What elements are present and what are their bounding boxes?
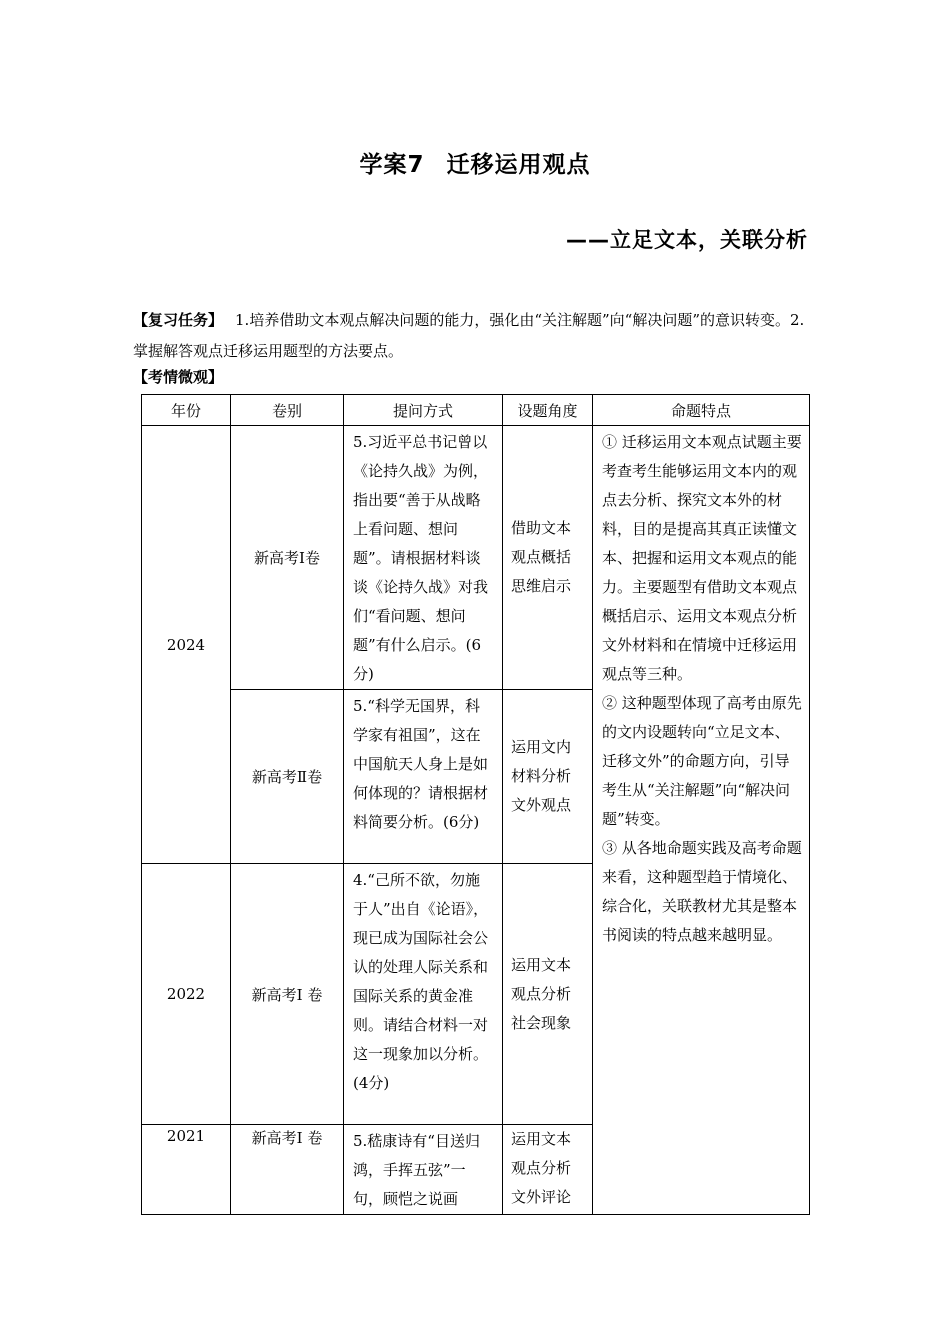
review-task — [133, 305, 813, 367]
page-subtitle: ——立足文本，关联分析 — [566, 228, 808, 252]
review-task-text: 1.培养借助文本观点解决问题的能力，强化由“关注解题”向“解决问题”的意识转变。2.掌握解答观点迁移运用题型的方法要点。 — [133, 311, 805, 360]
feature-item: ① 迁移运用文本观点试题主要考查考生能够运用文本内的观点去分析、探究文本外的材料，目的是提高其真正读懂文本、把握和运用文本观点的能力。主要题型有借助文本观点概括启示、运用文本观点分析文外材料和在情境中迁移运用观点等三种。 — [602, 433, 802, 683]
angle-cell: 借助文本观点概括思维启示 — [503, 426, 593, 690]
exam-section-label: 【考情微观】 — [133, 368, 224, 386]
exam-table — [141, 394, 810, 1215]
angle-cell: 运用文本观点分析社会现象 — [503, 864, 593, 1125]
features-cell — [593, 426, 810, 1215]
year-cell: 2021 — [142, 1125, 231, 1215]
question-cell: 5.嵇康诗有“目送归鸿，手挥五弦”一句，顾恺之说画 — [344, 1125, 503, 1215]
feature-item: ③ 从各地命题实践及高考命题来看，这种题型趋于情境化、综合化，关联教材尤其是整本书阅读的特点越来越明显。 — [602, 839, 802, 944]
header-question: 提问方式 — [344, 395, 503, 426]
paper-cell: 新高考Ⅰ 卷 — [231, 1125, 344, 1215]
year-cell: 2024 — [142, 426, 231, 864]
title-text: 迁移运用观点 — [446, 152, 591, 178]
header-paper: 卷别 — [231, 395, 344, 426]
header-features: 命题特点 — [593, 395, 810, 426]
review-task-label: 【复习任务】 — [133, 311, 224, 329]
question-cell: 5.习近平总书记曾以《论持久战》为例，指出要“善于从战略上看问题、想问题”。请根据材料谈谈《论持久战》对我们“看问题、想问题”有什么启示。(6分) — [344, 426, 503, 690]
title-number: 学案7 — [359, 152, 425, 178]
question-cell: 4.“己所不欲，勿施于人”出自《论语》，现已成为国际社会公认的处理人际关系和国际关系的黄金准则。请结合材料一对这一现象加以分析。(4分) — [344, 864, 503, 1125]
header-year: 年份 — [142, 395, 231, 426]
angle-cell: 运用文内材料分析文外观点 — [503, 690, 593, 864]
question-cell: 5.“科学无国界，科学家有祖国”，这在中国航天人身上是如何体现的？请根据材料简要分析。(6分) — [344, 690, 503, 864]
paper-cell: 新高考Ⅱ卷 — [231, 690, 344, 864]
header-angle: 设题角度 — [503, 395, 593, 426]
paper-cell: 新高考Ⅰ 卷 — [231, 864, 344, 1125]
angle-cell: 运用文本观点分析文外评论 — [503, 1125, 593, 1215]
year-cell: 2022 — [142, 864, 231, 1125]
paper-cell: 新高考Ⅰ卷 — [231, 426, 344, 690]
table-header-row — [142, 395, 810, 426]
page-title — [0, 146, 950, 179]
feature-item: ② 这种题型体现了高考由原先的文内设题转向“立足文本、迁移文外”的命题方向，引导考生从“关注解题”向“解决问题”转变。 — [602, 694, 802, 828]
table-row — [142, 426, 810, 690]
